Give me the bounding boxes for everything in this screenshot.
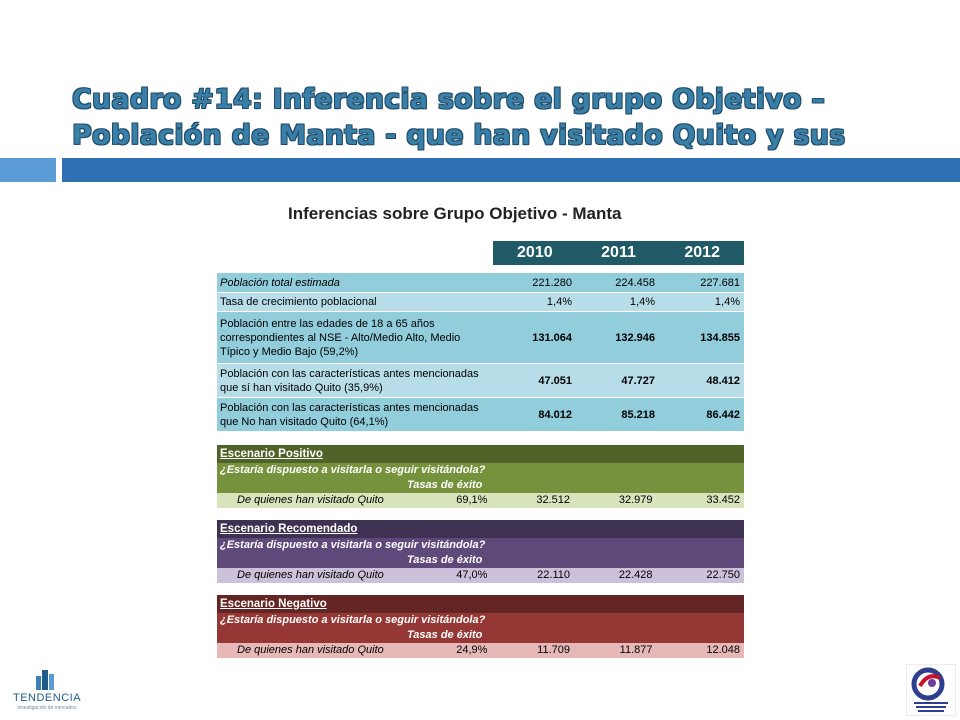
tendencia-logo <box>6 668 88 716</box>
building-icon <box>34 668 56 690</box>
scenario-question-block <box>217 463 744 493</box>
year-header <box>493 241 744 265</box>
logo-name: TENDENCIA <box>12 692 82 704</box>
scenario-row-label: De quienes han visitado Quito <box>237 494 384 506</box>
table-row <box>217 364 744 398</box>
quito-turismo-logo <box>906 664 956 716</box>
scenario-negative <box>217 595 744 658</box>
scenario-rate: 24,9% <box>456 644 488 656</box>
scenario-value: 22.750 <box>706 569 740 581</box>
scenario-positive <box>217 445 744 508</box>
row-value: 47.727 <box>621 374 655 387</box>
scenario-rate: 47,0% <box>456 569 488 581</box>
title-rule <box>62 158 960 182</box>
table-row <box>217 293 744 312</box>
row-label: Población con las características antes mencionadas que No han visitado Quito (64,1%) <box>220 401 479 428</box>
row-value: 1,4% <box>546 296 572 308</box>
row-value: 134.855 <box>700 331 740 344</box>
row-value: 224.458 <box>615 276 655 289</box>
row-value: 132.946 <box>615 331 655 344</box>
logo-tagline: investigación de mercados <box>17 705 77 711</box>
scenario-title: Escenario Recomendado <box>217 520 744 538</box>
year-2010: 2010 <box>517 244 553 261</box>
scenario-row-label: De quienes han visitado Quito <box>237 569 384 581</box>
year-2011: 2011 <box>601 244 636 261</box>
row-value: 47.051 <box>538 374 572 387</box>
row-label: Población entre las edades de 18 a 65 años correspondientes al NSE - Alto/Medio Alto, Medio Típico y Medio Bajo (59,2%) <box>220 317 461 358</box>
scenario-value: 12.048 <box>706 644 740 656</box>
scenario-question: ¿Estaría dispuesto a visitarla o seguir visitándola? <box>220 464 486 476</box>
table-row <box>217 398 744 432</box>
scenario-question: ¿Estaría dispuesto a visitarla o seguir visitándola? <box>220 614 486 626</box>
scenario-rate: 69,1% <box>456 494 488 506</box>
row-value: 1,4% <box>714 296 740 308</box>
table-row <box>217 643 744 658</box>
row-value: 84.012 <box>538 408 572 421</box>
row-value: 221.280 <box>532 276 572 289</box>
row-label: Tasa de crecimiento poblacional <box>220 296 377 308</box>
row-value: 227.681 <box>700 276 740 289</box>
scenario-value: 22.110 <box>537 569 570 581</box>
table-row <box>217 568 744 583</box>
table-row <box>217 493 744 508</box>
row-value: 85.218 <box>621 408 655 421</box>
scenario-question: ¿Estaría dispuesto a visitarla o seguir visitándola? <box>220 539 486 551</box>
scenario-value: 11.709 <box>537 644 570 656</box>
row-label: Población con las características antes mencionadas que sí han visitado Quito (35,9%) <box>220 367 479 394</box>
scenario-recommended <box>217 520 744 583</box>
slide-title: Cuadro #14: Inferencia sobre el grupo Objetivo – Población de Manta - que han visitado Quito y sus <box>72 84 846 151</box>
row-value: 48.412 <box>706 374 740 387</box>
row-label: Población total estimada <box>220 276 340 289</box>
scenario-value: 32.512 <box>536 494 570 506</box>
year-2012: 2012 <box>684 244 720 261</box>
row-value: 131.064 <box>532 331 572 344</box>
table-row <box>217 312 744 364</box>
table-row <box>217 273 744 293</box>
scenario-title: Escenario Negativo <box>217 595 744 613</box>
scenario-title: Escenario Positivo <box>217 445 744 463</box>
quito-turismo-emblem-icon <box>906 664 956 716</box>
scenario-value: 22.428 <box>618 569 653 581</box>
scenario-row-label: De quienes han visitado Quito <box>237 644 384 656</box>
scenario-question-block <box>217 538 744 568</box>
row-value: 86.442 <box>706 408 740 421</box>
scenario-subheader: Tasas de éxito <box>407 629 483 641</box>
scenario-question-block <box>217 613 744 643</box>
scenario-value: 33.452 <box>706 494 740 506</box>
main-table <box>217 273 744 432</box>
table-title: Inferencias sobre Grupo Objetivo - Manta <box>288 204 622 223</box>
title-rule-accent <box>0 158 56 182</box>
scenario-value: 11.877 <box>619 644 653 656</box>
scenario-value: 32.979 <box>618 494 653 506</box>
scenario-subheader: Tasas de éxito <box>407 554 483 566</box>
scenario-subheader: Tasas de éxito <box>407 479 483 491</box>
row-value: 1,4% <box>629 296 655 308</box>
